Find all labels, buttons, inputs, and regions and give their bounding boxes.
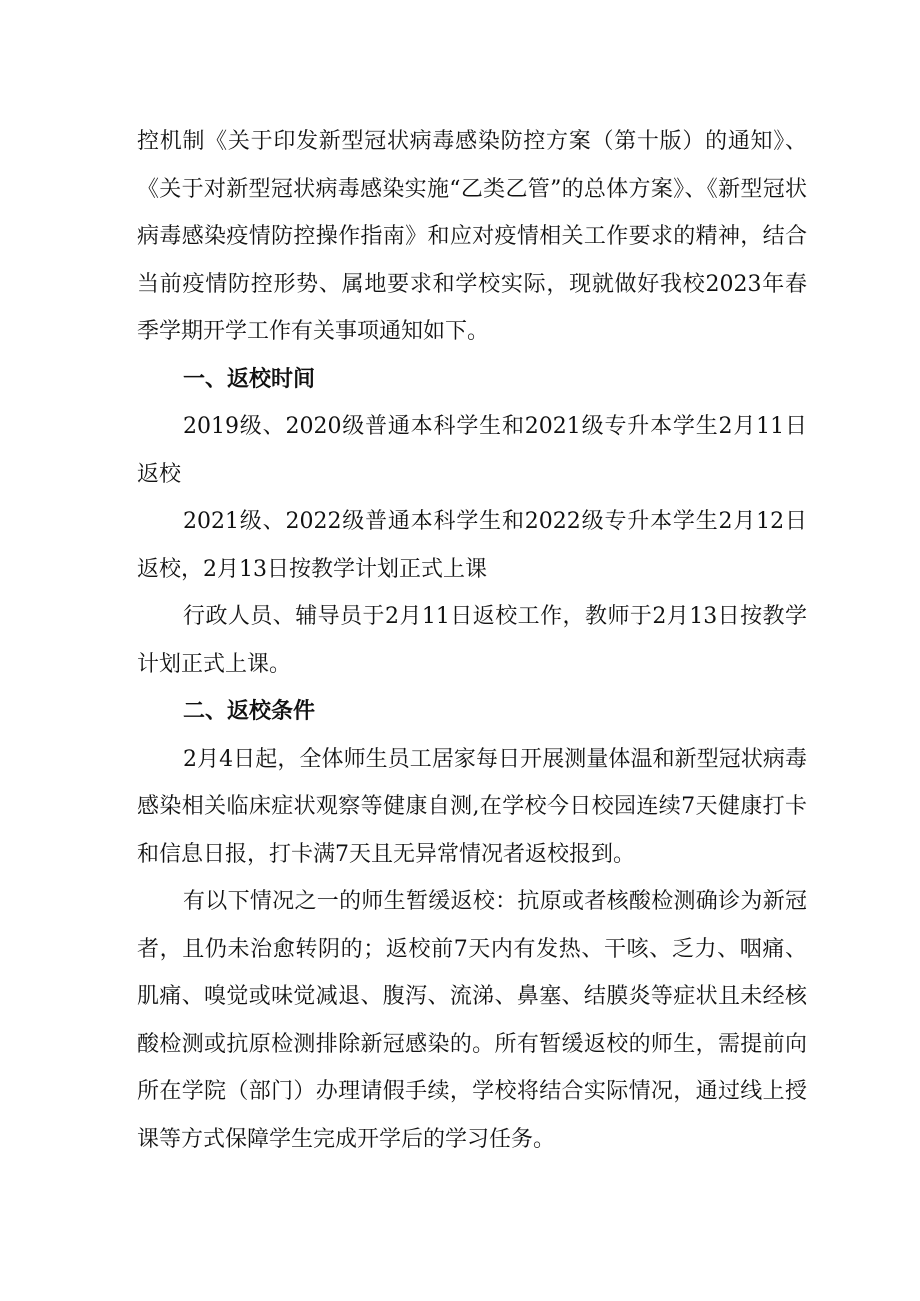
return-conditions-paragraph-2: 有以下情况之一的师生暂缓返校：抗原或者核酸检测确诊为新冠者，且仍未治愈转阴的；返校前7天内有发热、干咳、乏力、咽痛、肌痛、嗅觉或味觉减退、腹泻、流涕、鼻塞、结膜炎等症状且未经核酸检测或抗原检测排除新冠感染的。所有暂缓返校的师生，需提前向所在学院（部门）办理请假手续，学校将结合实际情况，通过线上授课等方式保障学生完成开学后的学习任务。: [137, 889, 807, 1152]
return-time-paragraph-1: 2019级、2020级普通本科学生和2021级专升本学生2月11日返校: [137, 414, 807, 487]
intro-paragraph: 控机制《关于印发新型冠状病毒感染防控方案（第十版）的通知》、《关于对新型冠状病毒感染实施“乙类乙管”的总体方案》、《新型冠状病毒感染疫情防控操作指南》和应对疫情相关工作要求的精神，结合当前疫情防控形势、属地要求和学校实际，现就做好我校2023年春季学期开学工作有关事项通知如下。: [137, 129, 807, 344]
document-body: [137, 118, 807, 1163]
return-time-paragraph-2: 2021级、2022级普通本科学生和2022级专升本学生2月12日返校，2月13日按教学计划正式上课: [137, 509, 807, 582]
section-heading-return-conditions: 二、返校条件: [183, 699, 316, 724]
return-conditions-paragraph-1: 2月4日起，全体师生员工居家每日开展测量体温和新型冠状病毒感染相关临床症状观察等健康自测,在学校今日校园连续7天健康打卡和信息日报，打卡满7天且无异常情况者返校报到。: [137, 746, 807, 867]
section-heading-return-time: 一、返校时间: [183, 366, 316, 392]
return-time-paragraph-3: 行政人员、辅导员于2月11日返校工作，教师于2月13日按教学计划正式上课。: [137, 604, 807, 677]
